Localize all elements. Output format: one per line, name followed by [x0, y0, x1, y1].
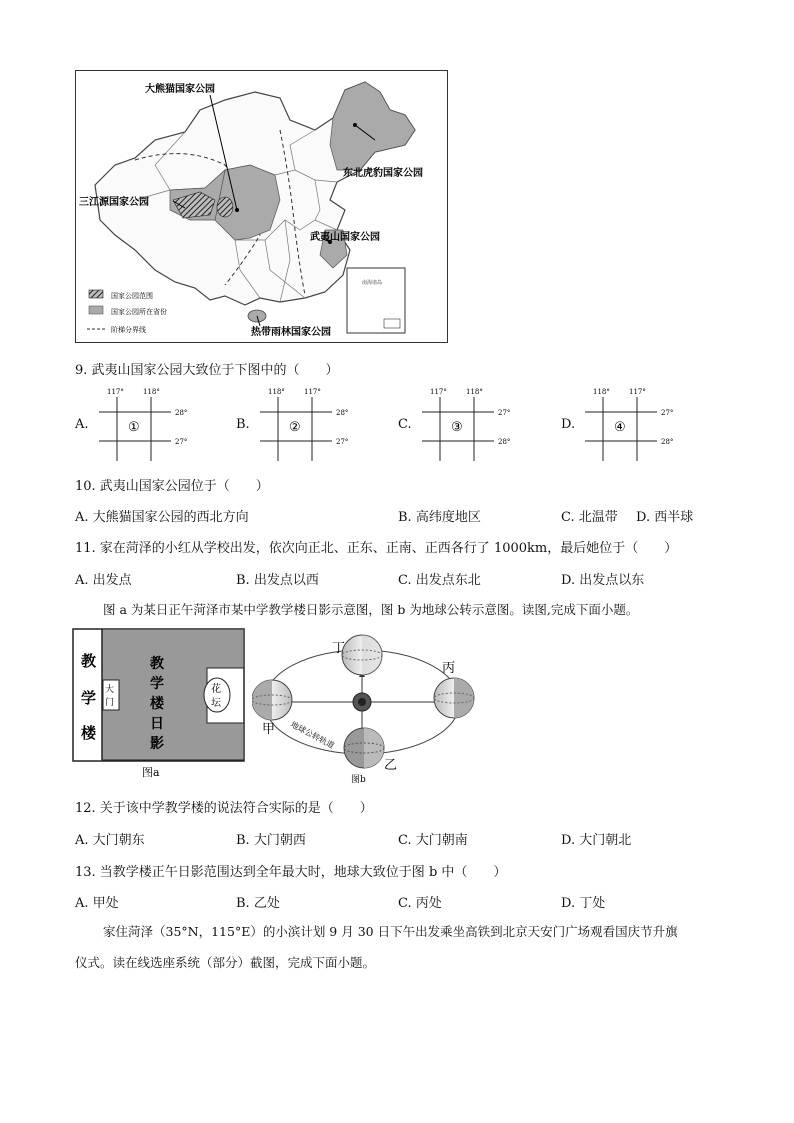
lon-label-right: 118° [466, 388, 483, 396]
earth-jia [252, 680, 292, 720]
figb-caption: 图b [351, 775, 366, 785]
lat-lon-grid [581, 385, 691, 465]
q12-stem: 12. 关于该中学教学楼的说法符合实际的是（ ） [75, 801, 373, 816]
shadow-char-1: 教 [150, 656, 164, 672]
shadow-char-5: 影 [150, 736, 164, 752]
intro-shadow-figures: 图 a 为某日正午菏泽市某中学教学楼日影示意图，图 b 为地球公转示意图。读图,完成下面小题。 [103, 602, 639, 617]
inset-label: 南海诸岛 [362, 280, 383, 286]
label-jia: 甲 [262, 722, 276, 737]
q13-option-b[interactable]: B. 乙处 [236, 896, 280, 911]
q9-option-a[interactable] [75, 385, 205, 465]
q9-stem: 9. 武夷山国家公园大致位于下图中的（ ） [75, 363, 339, 378]
earth-ding [342, 635, 382, 675]
label-panda: 大熊猫国家公园 [145, 84, 215, 95]
q11-stem: 11. 家在菏泽的小红从学校出发，依次向正北、正东、正南、正西各行了 1000km，最后她位于（ ） [75, 541, 678, 556]
figa-caption: 图a [142, 766, 160, 779]
lat-label-upper: 28° [336, 409, 349, 417]
q9-option-letter: D. [561, 417, 576, 432]
q13-option-c[interactable]: C. 丙处 [398, 896, 442, 911]
earth-bing [434, 678, 474, 718]
building-char-2: 学 [81, 689, 97, 707]
q12-option-b[interactable]: B. 大门朝西 [236, 833, 306, 848]
intro-beijing-line1: 家住菏泽（35°N，115°E）的小滨计划 9 月 30 日下午出发乘坐高铁到北京天安门广场观看国庆节升旗 [103, 924, 678, 939]
label-wuyishan: 武夷山国家公园 [310, 232, 380, 243]
lat-label-lower: 27° [336, 438, 349, 446]
q10-stem: 10. 武夷山国家公园位于（ ） [75, 479, 269, 494]
q12-option-d[interactable]: D. 大门朝北 [561, 833, 632, 848]
q12-option-a[interactable]: A. 大门朝东 [75, 833, 145, 848]
q11-option-b[interactable]: B. 出发点以西 [236, 573, 319, 588]
grid-circle-number: ④ [614, 420, 626, 435]
lon-label-left: 117° [430, 388, 447, 396]
lat-lon-grid [418, 385, 528, 465]
lon-label-left: 118° [593, 388, 610, 396]
lat-lon-grid [256, 385, 366, 465]
grid-circle-number: ③ [451, 420, 463, 435]
legend-boundary: 阶梯分界线 [111, 326, 146, 334]
lat-label-lower: 27° [175, 438, 188, 446]
label-ding: 丁 [332, 641, 346, 656]
q13-option-d[interactable]: D. 丁处 [561, 896, 606, 911]
lat-label-upper: 28° [175, 409, 188, 417]
lat-label-lower: 28° [498, 438, 511, 446]
panda-range [217, 197, 233, 217]
grid-circle-number: ② [289, 420, 301, 435]
q9-option-d[interactable] [561, 385, 691, 465]
earth-yi [344, 728, 384, 768]
building-char-1: 教 [81, 652, 97, 670]
q11-option-a[interactable]: A. 出发点 [75, 573, 132, 588]
legend-range-swatch [89, 290, 103, 298]
q10-option-c[interactable]: C. 北温带 [561, 510, 618, 525]
lat-label-upper: 27° [498, 409, 511, 417]
building-char-3: 楼 [81, 724, 97, 742]
intro-beijing-line2: 仪式。读在线选座系统（部分）截图，完成下面小题。 [75, 955, 376, 970]
q10-option-b[interactable]: B. 高纬度地区 [398, 510, 481, 525]
grid-circle-number: ① [128, 420, 140, 435]
flower-char-1: 花 [211, 684, 221, 695]
lon-label-left: 118° [268, 388, 285, 396]
q9-option-letter: C. [398, 417, 412, 432]
q13-stem: 13. 当教学楼正午日影范围达到全年最大时，地球大致位于图 b 中（ ） [75, 865, 507, 880]
q11-option-d[interactable]: D. 出发点以东 [561, 573, 645, 588]
orbit-label: 地球公转轨道 [289, 719, 336, 751]
q11-option-c[interactable]: C. 出发点东北 [398, 573, 481, 588]
q13-option-a[interactable]: A. 甲处 [75, 896, 119, 911]
lon-label-right: 117° [304, 388, 321, 396]
lon-label-right: 117° [629, 388, 646, 396]
figure-a-shadow [72, 628, 247, 783]
label-bing: 丙 [442, 661, 456, 676]
china-national-parks-map [75, 70, 448, 343]
q12-option-c[interactable]: C. 大门朝南 [398, 833, 468, 848]
q9-option-b[interactable] [236, 385, 366, 465]
label-rainforest: 热带雨林国家公园 [251, 327, 331, 338]
shadow-char-3: 楼 [150, 696, 164, 712]
shadow-char-2: 学 [150, 676, 164, 692]
legend-province-swatch [89, 306, 103, 314]
legend-province: 国家公园所在省份 [111, 308, 167, 316]
door-char-1: 大 [105, 685, 115, 695]
figure-b-revolution [252, 630, 492, 785]
q10-option-a[interactable]: A. 大熊猫国家公园的西北方向 [75, 510, 249, 525]
door-char-2: 门 [105, 698, 115, 708]
q9-option-letter: A. [75, 417, 89, 432]
q10-option-d[interactable]: D. 西半球 [636, 510, 694, 525]
lat-label-lower: 28° [661, 438, 674, 446]
q9-option-letter: B. [236, 417, 250, 432]
lon-label-left: 117° [107, 388, 124, 396]
label-yi: 乙 [384, 758, 398, 773]
q9-option-c[interactable] [398, 385, 528, 465]
lon-label-right: 118° [143, 388, 160, 396]
lat-lon-grid [95, 385, 205, 465]
label-tiger: 东北虎豹国家公园 [343, 168, 423, 179]
label-sanjiangyuan: 三江源国家公园 [79, 197, 149, 208]
legend-range: 国家公园范围 [111, 292, 153, 300]
shadow-char-4: 日 [150, 716, 164, 732]
flower-char-2: 坛 [211, 698, 221, 709]
lat-label-upper: 27° [661, 409, 674, 417]
